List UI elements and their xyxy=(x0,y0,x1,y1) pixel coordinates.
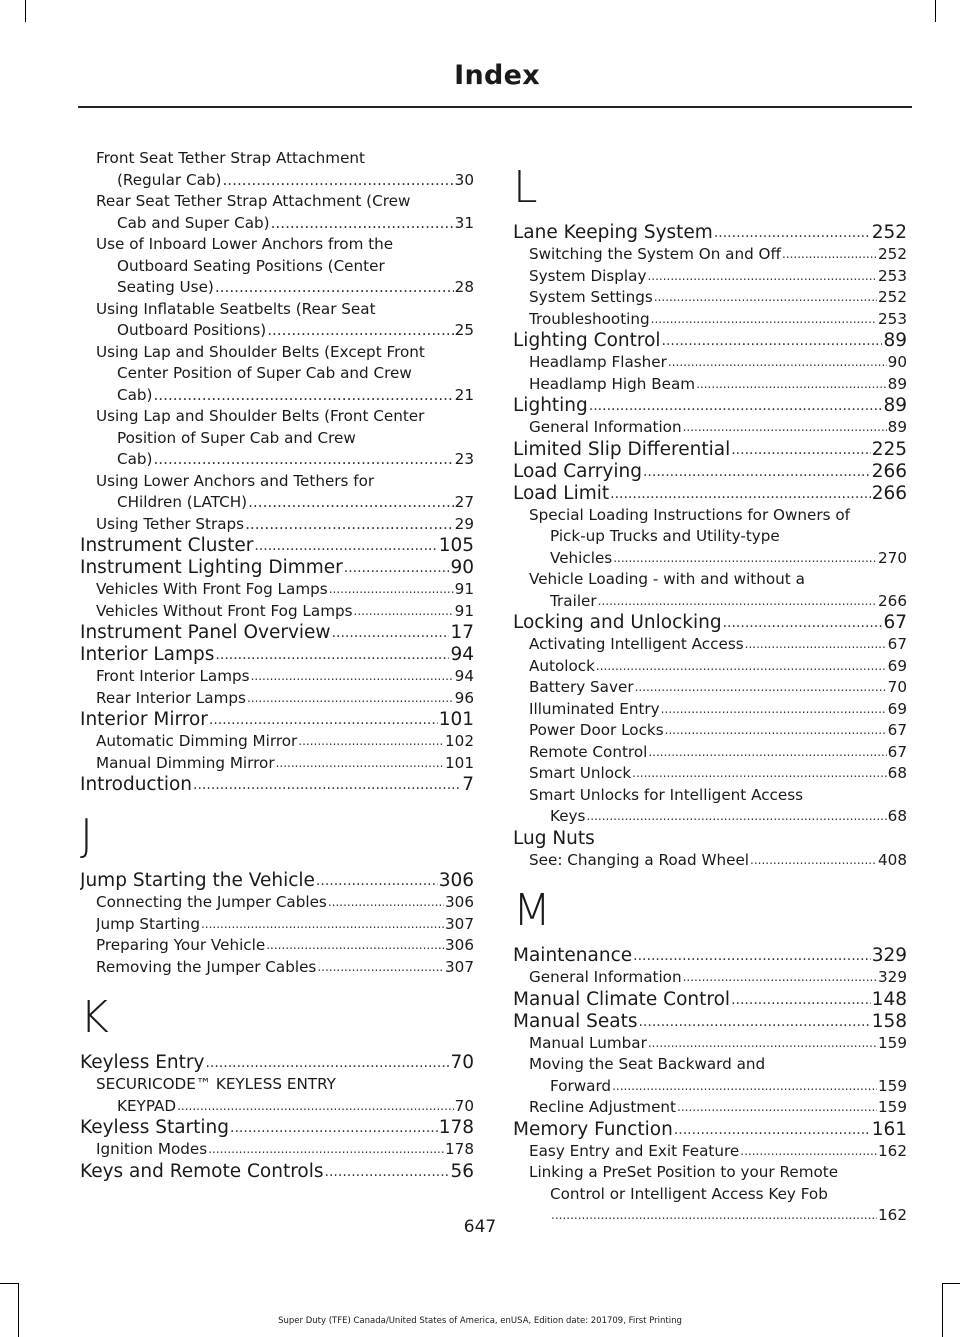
dot-leader xyxy=(247,688,454,710)
entry-text: Trailer xyxy=(550,591,597,610)
entry-text-line: Use of Inboard Lower Anchors from the xyxy=(96,235,394,253)
entry-text: Cab) xyxy=(117,450,153,468)
entry-text: Switching the System On and Off xyxy=(529,245,781,263)
entry-text: System Settings xyxy=(529,288,653,306)
page-ref: 307 xyxy=(445,914,474,933)
entry-text: Manual Lumbar xyxy=(529,1033,647,1052)
dot-leader xyxy=(208,1139,444,1161)
dot-leader xyxy=(344,557,450,579)
index-entry[interactable] xyxy=(513,439,907,461)
entry-text: Automatic Dimming Mirror xyxy=(96,732,298,750)
page-ref: 306 xyxy=(438,870,474,891)
page-ref: 90 xyxy=(887,353,907,371)
page-ref: 102 xyxy=(445,732,474,750)
entry-text: KEYPAD xyxy=(117,1096,177,1115)
index-subentry[interactable] xyxy=(513,417,907,439)
page-ref: 23 xyxy=(454,450,474,468)
index-subentry[interactable] xyxy=(513,266,907,288)
edition-footer: Super Duty (TFE) Canada/United States of America, enUSA, Edition date: 201709, First Printing xyxy=(278,1316,682,1326)
page-ref: 270 xyxy=(878,548,907,567)
page-ref: 67 xyxy=(887,635,907,653)
page-ref: 56 xyxy=(450,1160,474,1182)
entry-text-line: SECURICODE™ KEYLESS ENTRY xyxy=(96,1075,336,1093)
index-entry[interactable] xyxy=(513,989,907,1011)
dot-leader xyxy=(201,914,444,936)
index-subentry[interactable] xyxy=(80,601,474,623)
dot-leader xyxy=(750,850,877,872)
entry-text: Connecting the Jumper Cables xyxy=(96,893,327,911)
page-ref: 94 xyxy=(450,644,474,665)
entry-text: Rear Interior Lamps xyxy=(96,688,246,707)
section-letter: K xyxy=(80,992,109,1043)
entry-text: Interior Lamps xyxy=(80,644,215,665)
page-ref: 408 xyxy=(878,850,907,869)
section-letter: J xyxy=(80,810,93,861)
page-ref: 31 xyxy=(454,213,474,232)
page-ref: 225 xyxy=(871,438,907,460)
entry-text-line: Position of Super Cab and Crew xyxy=(117,428,356,447)
entry-text-line: Outboard Seating Positions (Center xyxy=(117,256,385,275)
page-ref: 162 xyxy=(878,1141,907,1160)
index-subentry[interactable] xyxy=(80,914,474,936)
page-ref: 329 xyxy=(878,968,907,986)
index-entry[interactable] xyxy=(80,535,474,557)
page-ref: 252 xyxy=(871,222,907,243)
entry-text: Lighting xyxy=(513,395,588,416)
index-entry[interactable] xyxy=(513,828,907,850)
page-ref: 162 xyxy=(878,1206,907,1224)
page-ref: 70 xyxy=(454,1096,474,1115)
entry-text: Cab) xyxy=(117,385,153,404)
page-ref: 89 xyxy=(883,395,907,416)
entry-text: Battery Saver xyxy=(529,678,634,696)
index-entry[interactable] xyxy=(80,644,474,666)
page-ref: 89 xyxy=(887,374,907,393)
index-subentry[interactable] xyxy=(80,471,474,514)
entry-text: Memory Function xyxy=(513,1118,673,1140)
index-subentry[interactable] xyxy=(513,569,907,612)
index-subentry[interactable] xyxy=(513,677,907,699)
index-subentry[interactable] xyxy=(513,1054,907,1097)
dot-leader xyxy=(654,287,877,309)
dot-leader xyxy=(266,935,444,957)
page-ref: 161 xyxy=(871,1118,907,1140)
index-entry[interactable] xyxy=(513,483,907,505)
entry-text: Instrument Cluster xyxy=(80,535,254,556)
entry-text: General Information xyxy=(529,418,682,436)
dot-leader xyxy=(745,634,887,656)
page-ref: 159 xyxy=(878,1076,907,1095)
entry-text: Cab and Super Cab) xyxy=(117,213,270,232)
dot-leader xyxy=(638,1011,870,1033)
dot-leader xyxy=(674,1119,871,1141)
dot-leader xyxy=(683,967,877,989)
entry-text-line: Using Inflatable Seatbelts (Rear Seat xyxy=(96,299,376,318)
index-subentry[interactable] xyxy=(80,514,474,536)
dot-leader xyxy=(731,439,870,461)
index-entry[interactable] xyxy=(513,945,907,967)
dot-leader xyxy=(251,666,454,688)
dot-leader xyxy=(596,656,887,678)
page-title: Index xyxy=(454,60,540,91)
index-subentry[interactable] xyxy=(80,688,474,710)
page-ref: 68 xyxy=(887,764,907,782)
index-entry[interactable] xyxy=(513,395,907,417)
index-entry[interactable] xyxy=(513,1119,907,1141)
entry-text: Headlamp High Beam xyxy=(529,374,696,393)
page-ref: 91 xyxy=(454,580,474,598)
entry-text: Keyless Starting xyxy=(80,1117,230,1138)
index-subentry[interactable] xyxy=(80,342,474,407)
index-subentry[interactable] xyxy=(80,753,474,775)
entry-text: Limited Slip Differential xyxy=(513,438,731,460)
page-ref: 266 xyxy=(871,482,907,504)
page-ref: 329 xyxy=(871,945,907,966)
page-header xyxy=(78,58,912,108)
entry-text: Load Limit xyxy=(513,482,610,504)
page-ref: 67 xyxy=(887,721,907,739)
page-ref: 307 xyxy=(445,957,474,976)
entry-text-line: Front Seat Tether Strap Attachment xyxy=(96,149,365,167)
page-ref: 253 xyxy=(878,309,907,328)
entry-text: Seating Use) xyxy=(117,278,214,296)
page-ref: 158 xyxy=(871,1010,907,1032)
page-ref: 306 xyxy=(445,936,474,954)
dot-leader xyxy=(205,1052,449,1074)
entry-text: Easy Entry and Exit Feature xyxy=(529,1141,740,1160)
dot-leader xyxy=(633,945,871,967)
dot-leader xyxy=(329,579,454,601)
page-ref: 252 xyxy=(878,245,907,263)
page-ref: 68 xyxy=(887,807,907,825)
index-subentry[interactable] xyxy=(513,967,907,989)
entry-text: Lug Nuts xyxy=(513,827,595,849)
dot-leader xyxy=(589,395,883,417)
dot-leader xyxy=(613,548,877,570)
dot-leader xyxy=(271,213,454,235)
entry-text-line: Moving the Seat Backward and xyxy=(529,1055,766,1073)
index-subentry[interactable] xyxy=(513,1097,907,1119)
index-subentry[interactable] xyxy=(513,634,907,656)
index-entry[interactable] xyxy=(513,612,907,634)
index-subentry[interactable] xyxy=(80,579,474,601)
dot-leader xyxy=(177,1096,454,1118)
entry-text: Keys and Remote Controls xyxy=(80,1160,324,1182)
index-entry[interactable] xyxy=(513,222,907,244)
dot-leader xyxy=(276,753,444,775)
index-subentry[interactable] xyxy=(513,1141,907,1163)
entry-text: Preparing Your Vehicle xyxy=(96,936,266,954)
entry-text: Manual Dimming Mirror xyxy=(96,753,275,772)
page-ref: 70 xyxy=(887,678,907,696)
index-entry[interactable] xyxy=(513,1011,907,1033)
page-ref: 101 xyxy=(438,709,474,730)
index-subentry[interactable] xyxy=(80,234,474,299)
entry-text: Activating Intelligent Access xyxy=(529,635,744,653)
dot-leader xyxy=(230,1117,438,1139)
crop-mark-bottom-right xyxy=(942,1283,960,1284)
page-ref: 28 xyxy=(454,278,474,296)
index-subentry[interactable] xyxy=(513,742,907,764)
index-entry[interactable] xyxy=(513,461,907,483)
entry-text-line: Linking a PreSet Position to your Remote xyxy=(529,1163,839,1181)
entry-text: Front Interior Lamps xyxy=(96,667,250,685)
dot-leader xyxy=(193,774,461,796)
entry-text: Manual Seats xyxy=(513,1010,638,1032)
crop-mark-bottom-right-v xyxy=(942,1283,943,1337)
dot-leader xyxy=(222,170,453,192)
crop-mark-bottom-left-v xyxy=(18,1283,19,1337)
entry-text: Ignition Modes xyxy=(96,1140,208,1158)
dot-leader xyxy=(248,492,454,514)
dot-leader xyxy=(209,709,438,731)
index-subentry[interactable] xyxy=(80,1139,474,1161)
index-subentry[interactable] xyxy=(80,935,474,957)
index-subentry[interactable] xyxy=(80,666,474,688)
entry-text: Forward xyxy=(550,1076,612,1095)
page-ref: 91 xyxy=(454,601,474,620)
section-letter: L xyxy=(513,162,538,213)
index-subentry[interactable] xyxy=(513,1033,907,1055)
page-ref: 69 xyxy=(887,656,907,675)
page-ref: 178 xyxy=(438,1117,474,1138)
dot-leader xyxy=(648,742,886,764)
page-ref: 21 xyxy=(454,385,474,404)
entry-text: (Regular Cab) xyxy=(117,170,222,189)
index-subentry[interactable] xyxy=(513,244,907,266)
entry-text: Vehicles With Front Fog Lamps xyxy=(96,580,328,598)
dot-leader xyxy=(267,320,453,342)
page-ref: 101 xyxy=(445,753,474,772)
dot-leader xyxy=(661,699,887,721)
page-ref: 89 xyxy=(883,330,907,351)
entry-text: Interior Mirror xyxy=(80,709,208,730)
dot-leader xyxy=(354,601,454,623)
dot-leader xyxy=(632,763,887,785)
dot-leader xyxy=(153,385,453,407)
dot-leader xyxy=(651,309,877,331)
page-ref: 67 xyxy=(883,612,907,633)
section-letter: M xyxy=(513,885,551,936)
index-subentry[interactable] xyxy=(513,785,907,828)
dot-leader xyxy=(245,514,454,536)
index-subentry[interactable] xyxy=(513,309,907,331)
entry-text-line: Vehicle Loading - with and without a xyxy=(529,570,805,588)
entry-text: System Display xyxy=(529,266,647,285)
dot-leader xyxy=(647,266,877,288)
entry-text: Removing the Jumper Cables xyxy=(96,957,317,976)
entry-text-line: Rear Seat Tether Strap Attachment (Crew xyxy=(96,192,411,210)
entry-text: Manual Climate Control xyxy=(513,988,731,1010)
entry-text-line: Using Lap and Shoulder Belts (Except Front xyxy=(96,342,425,361)
page-ref: 7 xyxy=(462,774,474,795)
index-subentry[interactable] xyxy=(513,287,907,309)
page-ref: 30 xyxy=(454,170,474,189)
index-entry[interactable] xyxy=(80,1117,474,1139)
entry-text-line: Using Lower Anchors and Tethers for xyxy=(96,471,375,490)
dot-leader xyxy=(723,612,883,634)
entry-text-line: Using Lap and Shoulder Belts (Front Center xyxy=(96,407,425,425)
dot-leader xyxy=(662,330,883,352)
index-subentry[interactable] xyxy=(513,352,907,374)
entry-text: Vehicles Without Front Fog Lamps xyxy=(96,601,353,620)
entry-text: Locking and Unlocking xyxy=(513,612,722,633)
dot-leader xyxy=(316,870,438,892)
page-ref: 306 xyxy=(445,893,474,911)
dot-leader xyxy=(696,374,887,396)
index-subentry[interactable] xyxy=(80,892,474,914)
index-subentry[interactable] xyxy=(80,1074,474,1117)
dot-leader xyxy=(153,449,453,471)
index-subentry[interactable] xyxy=(513,720,907,742)
index-subentry[interactable] xyxy=(513,699,907,721)
crop-mark-top-right xyxy=(935,0,936,22)
entry-text: See: Changing a Road Wheel xyxy=(529,850,750,869)
dot-leader xyxy=(612,1076,877,1098)
page-ref: 105 xyxy=(438,535,474,556)
dot-leader xyxy=(610,483,871,505)
crop-mark-top-left xyxy=(25,0,26,22)
entry-text: Outboard Positions) xyxy=(117,321,267,339)
index-subentry[interactable] xyxy=(513,763,907,785)
dot-leader xyxy=(635,677,887,699)
index-subentry[interactable] xyxy=(80,406,474,471)
page-ref: 25 xyxy=(454,321,474,339)
page-ref: 159 xyxy=(878,1033,907,1052)
dot-leader xyxy=(325,1161,450,1183)
index-subentry[interactable] xyxy=(80,731,474,753)
page-ref: 253 xyxy=(878,266,907,285)
entry-text: Illuminated Entry xyxy=(529,699,660,718)
index-entry[interactable] xyxy=(80,709,474,731)
entry-text: Using Tether Straps xyxy=(96,514,245,533)
dot-leader xyxy=(254,535,437,557)
entry-text: Instrument Lighting Dimmer xyxy=(80,557,343,578)
entry-text: Troubleshooting xyxy=(529,309,650,328)
index-entry[interactable] xyxy=(80,870,474,892)
entry-text: Keys xyxy=(550,807,586,825)
page-ref: 266 xyxy=(878,591,907,610)
dot-leader xyxy=(740,1141,877,1163)
entry-text: Autolock xyxy=(529,656,595,675)
dot-leader xyxy=(677,1097,877,1119)
entry-text: CHildren (LATCH) xyxy=(117,493,248,511)
index-subentry[interactable] xyxy=(80,191,474,234)
page-ref: 159 xyxy=(878,1098,907,1116)
dot-leader xyxy=(782,244,877,266)
entry-text: Headlamp Flasher xyxy=(529,353,667,371)
index-subentry[interactable] xyxy=(80,148,474,191)
dot-leader xyxy=(683,417,887,439)
page-number: 647 xyxy=(463,1217,497,1237)
entry-text: Introduction xyxy=(80,774,193,795)
index-subentry[interactable] xyxy=(513,656,907,678)
index-subentry[interactable] xyxy=(80,299,474,342)
page-ref: 17 xyxy=(450,622,474,643)
dot-leader xyxy=(598,591,877,613)
index-entry[interactable] xyxy=(80,557,474,579)
page-ref: 148 xyxy=(871,988,907,1010)
entry-text-line: Control or Intelligent Access Key Fob xyxy=(550,1184,828,1203)
dot-leader xyxy=(298,731,444,753)
page-ref: 27 xyxy=(454,493,474,511)
entry-text-line: Special Loading Instructions for Owners of xyxy=(529,505,850,524)
page-ref: 266 xyxy=(871,460,907,482)
page-ref: 89 xyxy=(887,418,907,436)
page-ref: 178 xyxy=(445,1140,474,1158)
index-subentry[interactable] xyxy=(80,957,474,979)
entry-text-line: Center Position of Super Cab and Crew xyxy=(117,364,412,382)
entry-text: Keyless Entry xyxy=(80,1052,205,1073)
index-entry[interactable] xyxy=(80,622,474,644)
dot-leader xyxy=(328,892,444,914)
dot-leader xyxy=(215,644,449,666)
dot-leader xyxy=(317,957,444,979)
dot-leader xyxy=(668,352,887,374)
entry-text: Maintenance xyxy=(513,945,633,966)
dot-leader xyxy=(586,806,886,828)
index-entry[interactable] xyxy=(513,330,907,352)
index-entry[interactable] xyxy=(80,1161,474,1183)
entry-text-line: Smart Unlocks for Intelligent Access xyxy=(529,785,804,804)
entry-text: Lighting Control xyxy=(513,330,661,351)
index-column-left xyxy=(80,148,474,1183)
entry-text: Instrument Panel Overview xyxy=(80,622,331,643)
dot-leader xyxy=(665,720,887,742)
entry-text: Jump Starting the Vehicle xyxy=(80,870,315,891)
index-entry[interactable] xyxy=(80,774,474,796)
entry-text: Lane Keeping System xyxy=(513,222,713,243)
dot-leader xyxy=(714,222,871,244)
dot-leader xyxy=(648,1033,877,1055)
page-ref: 69 xyxy=(887,699,907,718)
page-ref: 67 xyxy=(887,742,907,761)
dot-leader xyxy=(215,277,454,299)
page-ref: 70 xyxy=(450,1052,474,1073)
entry-text: Recline Adjustment xyxy=(529,1098,676,1116)
index-subentry[interactable] xyxy=(513,374,907,396)
page-ref: 94 xyxy=(454,667,474,685)
page-ref: 90 xyxy=(450,557,474,578)
index-entry[interactable] xyxy=(80,1052,474,1074)
entry-text: Remote Control xyxy=(529,742,648,761)
entry-text: Vehicles xyxy=(550,548,613,567)
page-ref: 96 xyxy=(454,688,474,707)
entry-text: Smart Unlock xyxy=(529,764,632,782)
dot-leader xyxy=(332,622,450,644)
index-subentry[interactable] xyxy=(513,850,907,872)
page-ref: 252 xyxy=(878,288,907,306)
page-ref: 29 xyxy=(454,514,474,533)
entry-text: Power Door Locks xyxy=(529,721,664,739)
index-column-right xyxy=(513,148,907,1227)
entry-text: General Information xyxy=(529,968,682,986)
index-subentry[interactable] xyxy=(513,505,907,570)
entry-text-line: Pick-up Trucks and Utility-type xyxy=(550,527,780,545)
dot-leader xyxy=(643,461,871,483)
entry-text: Jump Starting xyxy=(96,914,200,933)
dot-leader xyxy=(731,989,871,1011)
crop-mark-bottom-left xyxy=(0,1283,18,1284)
entry-text: Load Carrying xyxy=(513,460,642,482)
